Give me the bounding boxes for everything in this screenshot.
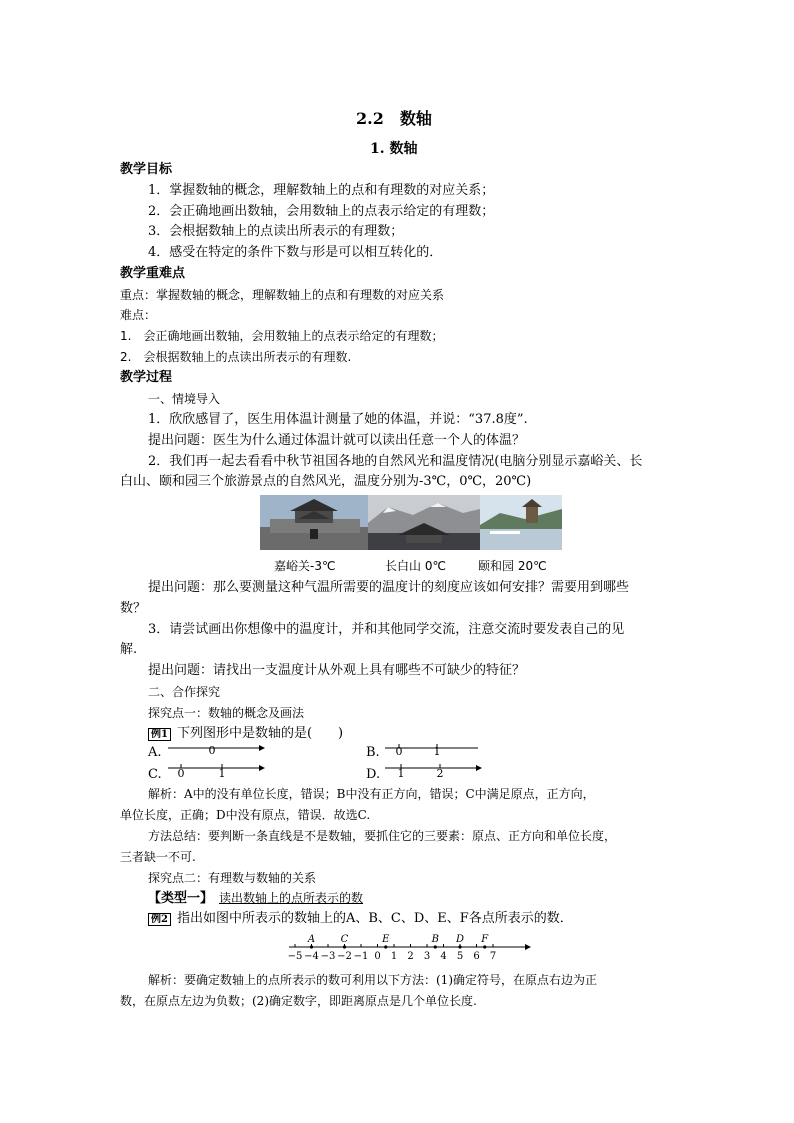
option-d-axis	[382, 762, 482, 782]
number-line-point-label: B	[431, 934, 439, 945]
axis-tick-label: 1	[397, 767, 405, 780]
number-line-tick-label: −4	[304, 951, 319, 961]
number-line-tick-label: −3	[320, 951, 336, 961]
axis-tick-label: 1	[433, 745, 441, 758]
option-d-label: D.	[366, 767, 381, 782]
difficulty-label: 难点：	[120, 308, 157, 322]
number-line-point	[483, 945, 486, 948]
example2-number-line	[285, 931, 535, 961]
example2-question: 指出如图中所表示的数轴上的A、B、C、D、E、F各点所表示的数．	[176, 911, 573, 926]
axis-tick-label: 2	[436, 767, 444, 780]
method-summary: 三者缺一不可.	[120, 850, 196, 864]
type-heading	[148, 888, 363, 909]
paragraph: 提出问题：医生为什么通过体温计就可以读出任意一个人的体温？	[148, 433, 526, 448]
explore-heading: 探究点二：有理数与数轴的关系	[148, 871, 317, 885]
paragraph: 数？	[120, 601, 147, 616]
keypoints-heading: 教学重难点	[120, 266, 186, 281]
example1-badge: 例1	[148, 728, 171, 741]
focus-text: 重点：掌握数轴的概念，理解数轴上的点和有理数的对应关系	[120, 288, 445, 302]
option-a-axis	[165, 742, 265, 762]
number-line-point-label: C	[340, 934, 349, 945]
example1-analysis: 解析：A中的没有单位长度，错误；B中没有正方向，错误；C中满足原点，正方向，	[148, 787, 595, 801]
axis-tick-label: 1	[218, 767, 226, 780]
paragraph: 解.	[120, 642, 138, 657]
option-c-label: C.	[148, 767, 162, 782]
number-line-tick-label: −5	[287, 951, 303, 961]
example2-analysis: 数，在原点左边为负数；(2)确定数字，即距离原点是几个单位长度.	[120, 994, 477, 1008]
example2-badge: 例2	[148, 913, 171, 926]
example2-question-line	[148, 909, 573, 929]
type-bracket: 【类型一】	[148, 891, 214, 906]
section-heading: 一、情境导入	[148, 392, 221, 406]
number-line-tick-label: 3	[423, 951, 431, 961]
number-line-tick-label: 1	[390, 951, 398, 961]
section-subtitle: 1. 数轴	[370, 141, 418, 157]
type-title: 读出数轴上的点所表示的数	[219, 891, 364, 905]
paragraph: 提出问题：请找出一支温度计从外观上具有哪些不可缺少的特征？	[148, 663, 526, 678]
goals-heading: 教学目标	[120, 162, 173, 177]
number-line-arrow	[525, 944, 531, 950]
number-line-point	[384, 945, 387, 948]
option-b-label: B.	[366, 745, 380, 760]
number-line-tick-label: 5	[456, 951, 464, 961]
number-line-point-label: A	[307, 934, 316, 945]
axis-tick-label: 0	[208, 744, 216, 757]
paragraph: 2．我们再一起去看看中秋节祖国各地的自然风光和温度情况(电脑分别显示嘉峪关、长	[148, 454, 643, 469]
number-line-point-label: E	[382, 934, 390, 945]
number-line-point	[310, 945, 313, 948]
goal-item: 3．会根据数轴上的点读出所表示的有理数；	[148, 224, 404, 239]
photo-caption: 颐和园 20℃	[478, 559, 547, 573]
method-summary: 方法总结：要判断一条直线是不是数轴，要抓住它的三要素：原点、正方向和单位长度，	[148, 829, 617, 843]
number-line-point-label: F	[481, 934, 489, 945]
difficulty-item: 1. 会正确地画出数轴，会用数轴上的点表示给定的有理数；	[120, 329, 444, 343]
paragraph: 3．请尝试画出你想像中的温度计，并和其他同学交流，注意交流时要发表自己的见	[148, 622, 625, 637]
number-line-tick-label: 0	[374, 951, 381, 961]
example2-analysis: 解析：要确定数轴上的点所表示的数可利用以下方法：(1)确定符号，在原点右边为正	[148, 973, 598, 987]
paragraph: 1．欣欣感冒了，医生用体温计测量了她的体温，并说：“37.8度”.	[148, 412, 528, 427]
process-heading: 教学过程	[120, 370, 173, 385]
difficulty-item: 2. 会根据数轴上的点读出所表示的有理数.	[120, 350, 352, 364]
goal-item: 4．感受在特定的条件下数与形是可以相互转化的．	[148, 245, 443, 260]
axis-tick-label: 0	[395, 745, 403, 758]
example1-analysis: 单位长度，正确；D中没有原点，错误．故选C.	[120, 808, 371, 822]
option-a-label: A.	[148, 745, 162, 760]
explore-heading: 探究点一：数轴的概念及画法	[148, 706, 305, 720]
number-line-tick-label: 6	[473, 951, 480, 961]
page-title: 2.2 数轴	[356, 109, 432, 128]
section-heading: 二、合作探究	[148, 685, 221, 699]
number-line-tick-label: 7	[489, 951, 497, 961]
axis-tick-label: 0	[177, 767, 185, 780]
number-line-point	[343, 945, 346, 948]
photo-yiheyuan	[480, 495, 562, 550]
number-line-tick-label: −2	[337, 951, 352, 961]
photo-changbaishan	[368, 495, 480, 550]
number-line-tick-label: 4	[440, 951, 447, 961]
paragraph: 白山、颐和园三个旅游景点的自然风光，温度分别为-3℃，0℃，20℃)	[120, 474, 532, 489]
number-line-point-label: D	[455, 934, 465, 945]
goal-item: 1．掌握数轴的概念，理解数轴上的点和有理数的对应关系；	[148, 183, 495, 198]
photo-caption: 嘉峪关-3℃	[274, 559, 336, 573]
number-line-point	[458, 945, 461, 948]
number-line-tick-label: −1	[353, 951, 369, 961]
goal-item: 2．会正确地画出数轴，会用数轴上的点表示给定的有理数；	[148, 204, 495, 219]
number-line-point	[434, 945, 437, 948]
photo-caption: 长白山 0℃	[385, 559, 446, 573]
photo-jiayuguan	[260, 495, 368, 550]
example1-question: 下列图形中是数轴的是( )	[176, 726, 344, 741]
example1-question-line	[148, 724, 343, 744]
paragraph: 提出问题：那么要测量这种气温所需要的温度计的刻度应该如何安排？需要用到哪些	[148, 580, 630, 595]
option-c-axis	[165, 762, 265, 782]
number-line-tick-label: 2	[407, 951, 414, 961]
option-b-axis	[382, 742, 482, 762]
